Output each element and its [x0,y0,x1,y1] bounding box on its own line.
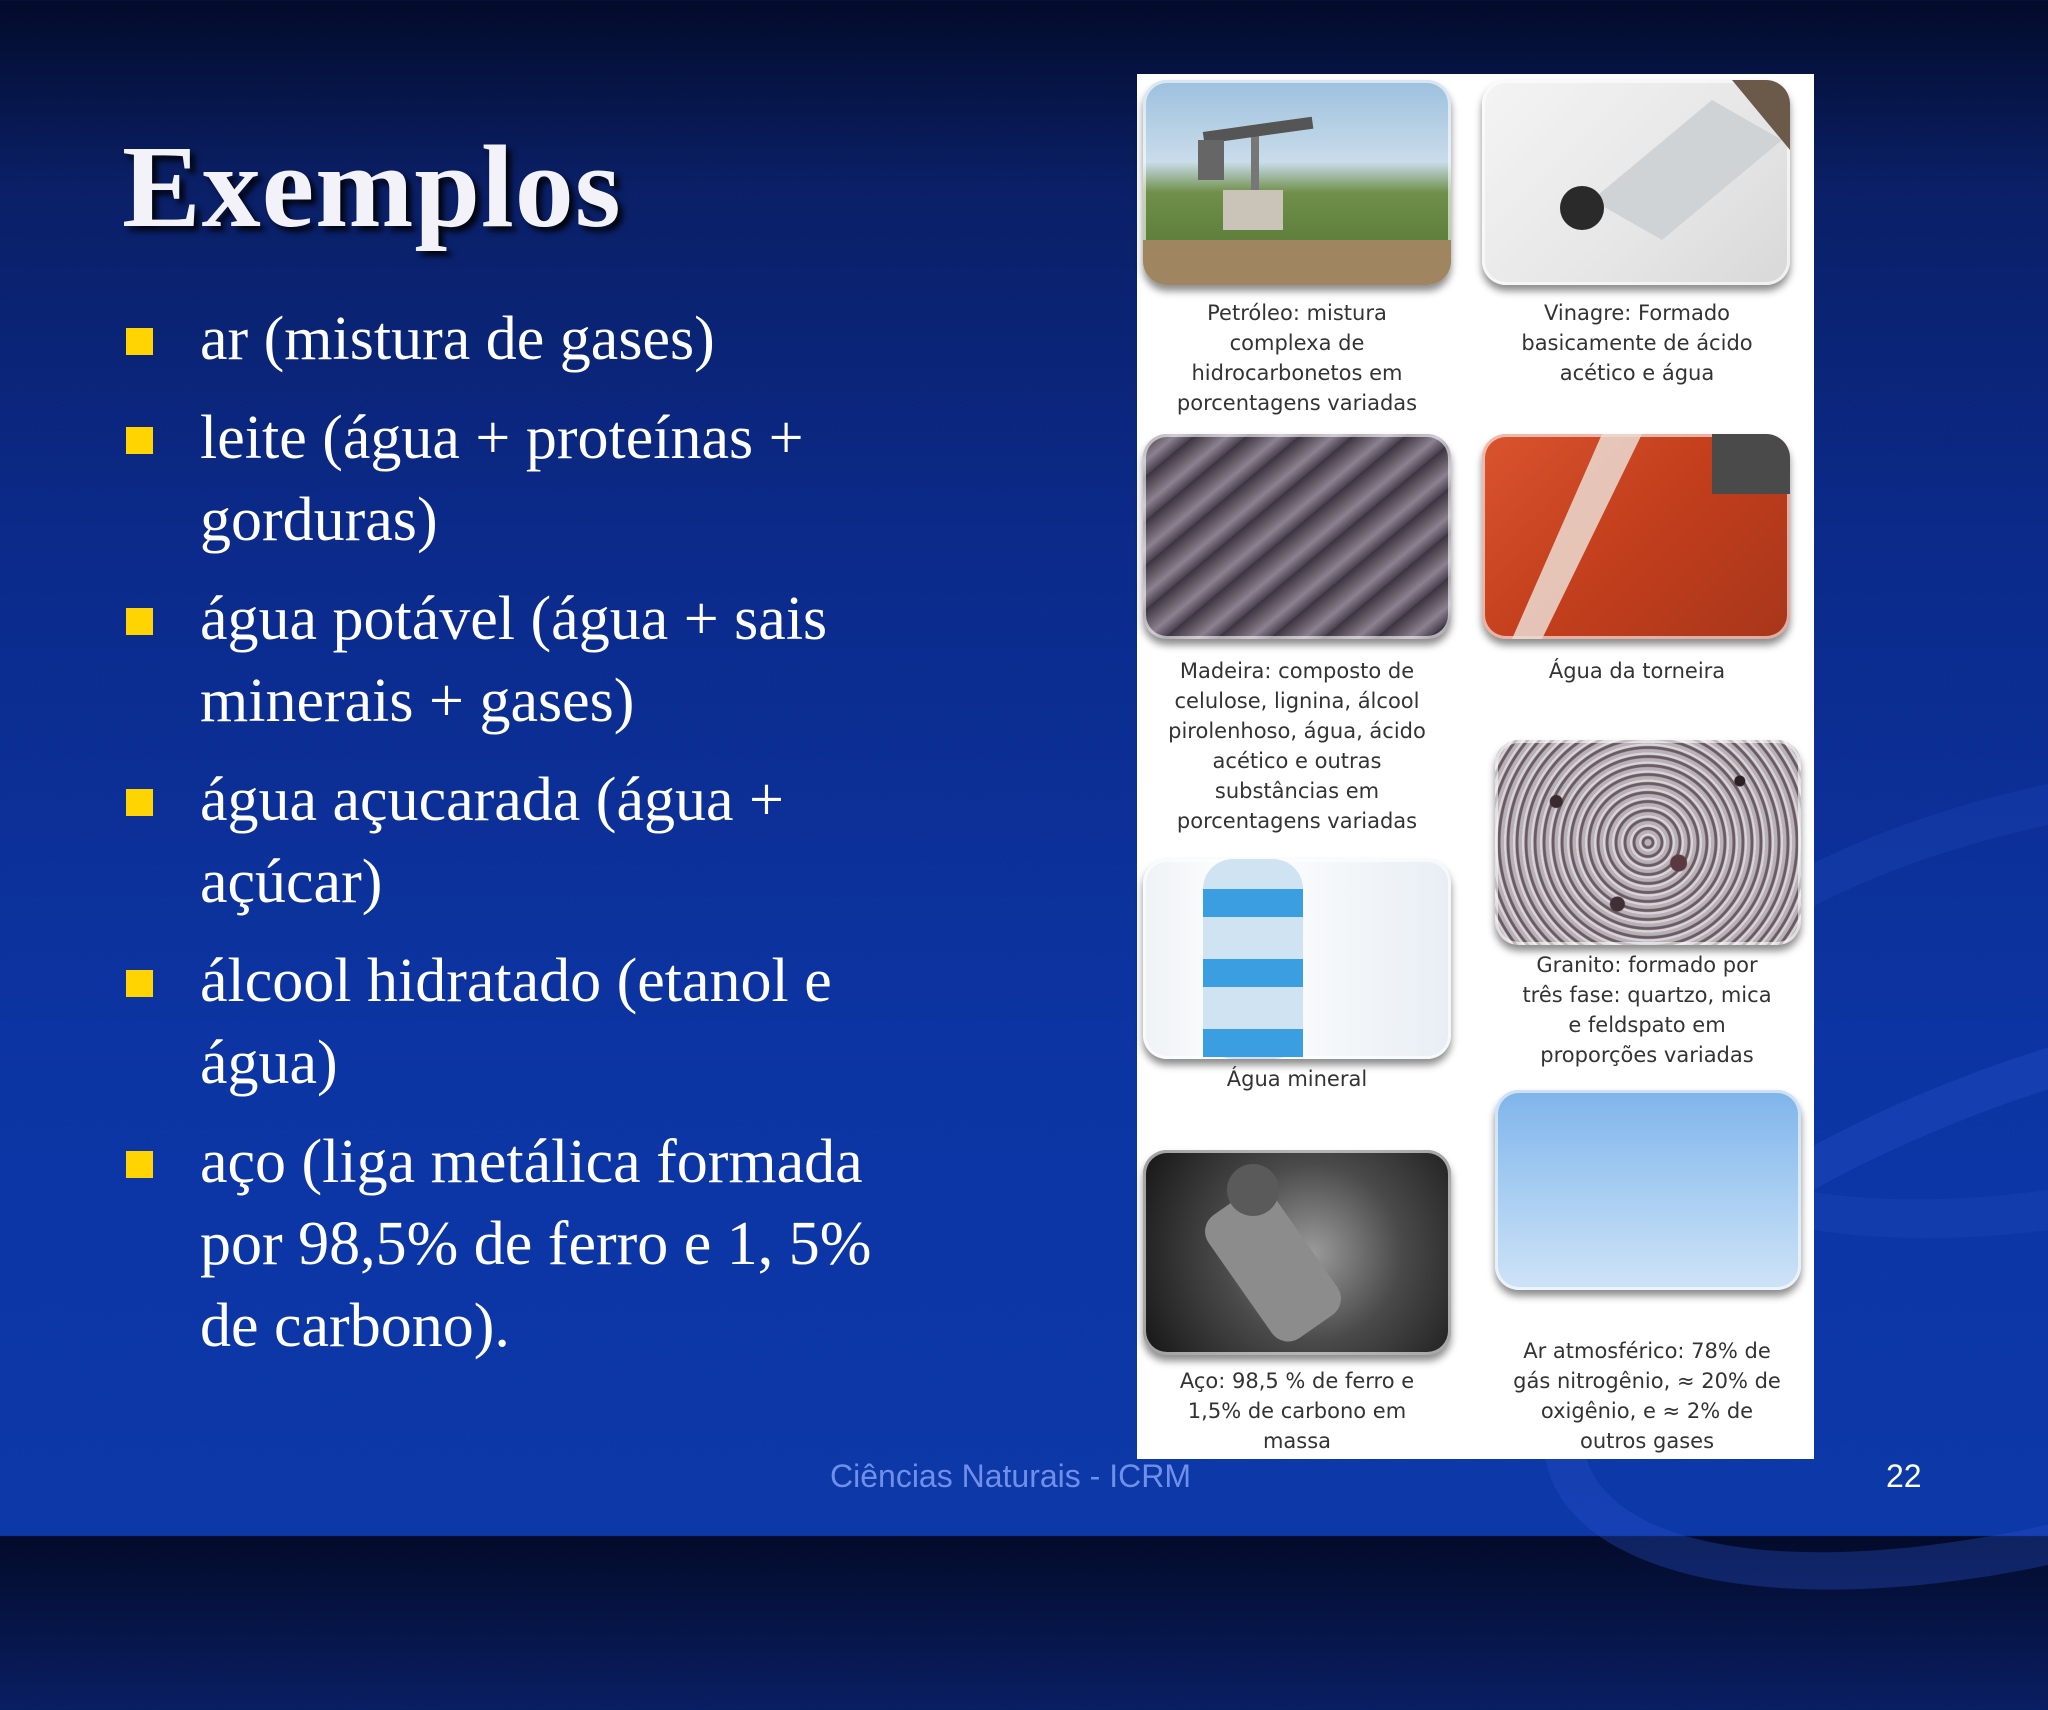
bullet-square-icon [126,1151,153,1178]
caption-petroleo: Petróleo: mistura complexa de hidrocarbonetos em porcentagens variadas [1176,301,1418,415]
bottle-icon [1482,80,1790,285]
caption-mineral: Água mineral [1226,1067,1368,1091]
caption-granito: Granito: formado por três fase: quartzo, mica e feldspato em proporções variadas [1522,953,1772,1067]
bullet-square-icon [126,427,153,454]
mineral-water-photo [1143,859,1451,1059]
bullet-item: leite (água + proteínas + gorduras) [126,397,956,561]
bullet-item: ar (mistura de gases) [126,298,956,380]
tap-water-photo [1482,434,1790,639]
bullet-square-icon [126,608,153,635]
caption-torneira: Água da torneira [1548,659,1726,683]
granite-photo [1495,740,1801,945]
caption-madeira: Madeira: composto de celulose, lignina, álcool pirolenhoso, água, ácido acético e outras substâncias em porcentagens variadas [1168,659,1426,833]
bullet-square-icon [126,970,153,997]
oil-pump-photo [1143,80,1451,285]
steel-part-photo [1143,1150,1451,1355]
water-stream-icon [1482,434,1790,639]
caption-ar: Ar atmosférico: 78% de gás nitrogênio, ≈ 20% de oxigênio, e ≈ 2% de outros gases [1513,1339,1781,1453]
bullet-item: água açucarada (água + açúcar) [126,759,956,923]
bullet-item: álcool hidratado (etanol e água) [126,940,956,1104]
bullet-square-icon [126,789,153,816]
footer-text: Ciências Naturais - ICRM [830,1458,1191,1494]
bolt-icon [1143,1150,1451,1355]
wood-photo [1143,434,1451,639]
examples-image-panel [1137,74,1814,1459]
bullet-item: água potável (água + sais minerais + gases) [126,578,956,742]
caption-aco: Aço: 98,5 % de ferro e 1,5% de carbono em massa [1179,1369,1415,1453]
sky-photo [1495,1090,1801,1290]
bullet-item: aço (liga metálica formada por 98,5% de ferro e 1, 5% de carbono). [126,1121,956,1367]
caption-vinagre: Vinagre: Formado basicamente de ácido acético e água [1521,301,1753,385]
slide-title: Exemplos [122,121,622,252]
bullet-list [126,298,956,1384]
vinegar-bottle-photo [1482,80,1790,285]
oil-pump-icon [1143,80,1451,285]
page-number: 22 [1886,1458,1922,1494]
bullet-square-icon [126,328,153,355]
water-bottle-icon [1143,859,1451,1059]
